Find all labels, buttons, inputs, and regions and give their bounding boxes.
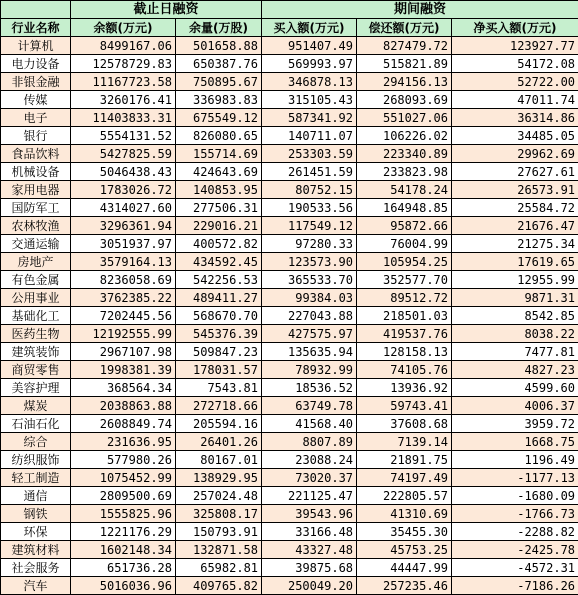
net-buy-cell: -1177.13 (452, 469, 578, 487)
buy-amount-cell: 63749.78 (262, 397, 357, 415)
table-body (1, 37, 578, 595)
header-columns-row (1, 19, 578, 37)
industry-name-cell: 社会服务 (1, 559, 71, 577)
balance-cell: 1602148.34 (71, 541, 176, 559)
buy-amount-cell: 73020.37 (262, 469, 357, 487)
table-row (1, 109, 578, 127)
volume-cell: 826080.65 (176, 127, 262, 145)
industry-name-cell: 商贸零售 (1, 361, 71, 379)
column-header-net-buy: 净买入额(万元) (452, 19, 578, 37)
table-row (1, 469, 578, 487)
industry-name-cell: 轻工制造 (1, 469, 71, 487)
balance-cell: 1998381.39 (71, 361, 176, 379)
balance-cell: 3051937.97 (71, 235, 176, 253)
volume-cell: 542256.53 (176, 271, 262, 289)
volume-cell: 178031.57 (176, 361, 262, 379)
buy-amount-cell: 140711.07 (262, 127, 357, 145)
balance-cell: 368564.34 (71, 379, 176, 397)
table-row (1, 253, 578, 271)
table-row (1, 505, 578, 523)
net-buy-cell: 123927.77 (452, 37, 578, 55)
table-row (1, 235, 578, 253)
volume-cell: 650387.76 (176, 55, 262, 73)
buy-amount-cell: 39543.96 (262, 505, 357, 523)
industry-name-cell: 农林牧渔 (1, 217, 71, 235)
repay-amount-cell: 352577.70 (357, 271, 452, 289)
repay-amount-cell: 105954.25 (357, 253, 452, 271)
balance-cell: 1555825.96 (71, 505, 176, 523)
repay-amount-cell: 44447.99 (357, 559, 452, 577)
volume-cell: 409765.82 (176, 577, 262, 595)
volume-cell: 545376.39 (176, 325, 262, 343)
buy-amount-cell: 315105.43 (262, 91, 357, 109)
column-header-repay: 偿还额(万元) (357, 19, 452, 37)
industry-name-cell: 电子 (1, 109, 71, 127)
buy-amount-cell: 227043.88 (262, 307, 357, 325)
table-row (1, 217, 578, 235)
net-buy-cell: -2288.82 (452, 523, 578, 541)
table-row (1, 433, 578, 451)
volume-cell: 424643.69 (176, 163, 262, 181)
net-buy-cell: 9871.31 (452, 289, 578, 307)
balance-cell: 2967107.98 (71, 343, 176, 361)
industry-name-cell: 传媒 (1, 91, 71, 109)
balance-cell: 1783026.72 (71, 181, 176, 199)
repay-amount-cell: 827479.72 (357, 37, 452, 55)
balance-cell: 5427825.59 (71, 145, 176, 163)
net-buy-cell: 52722.00 (452, 73, 578, 91)
balance-cell: 8236058.69 (71, 271, 176, 289)
column-header-industry: 行业名称 (1, 19, 71, 37)
balance-cell: 3296361.94 (71, 217, 176, 235)
net-buy-cell: 29962.69 (452, 145, 578, 163)
buy-amount-cell: 951407.49 (262, 37, 357, 55)
repay-amount-cell: 106226.02 (357, 127, 452, 145)
balance-cell: 3260176.41 (71, 91, 176, 109)
industry-name-cell: 国防军工 (1, 199, 71, 217)
buy-amount-cell: 80752.15 (262, 181, 357, 199)
buy-amount-cell: 569993.97 (262, 55, 357, 73)
repay-amount-cell: 294156.13 (357, 73, 452, 91)
net-buy-cell: 34485.05 (452, 127, 578, 145)
industry-name-cell: 房地产 (1, 253, 71, 271)
volume-cell: 155714.69 (176, 145, 262, 163)
net-buy-cell: -7186.26 (452, 577, 578, 595)
volume-cell: 26401.26 (176, 433, 262, 451)
balance-cell: 2038863.88 (71, 397, 176, 415)
industry-name-cell: 食品饮料 (1, 145, 71, 163)
buy-amount-cell: 123573.90 (262, 253, 357, 271)
repay-amount-cell: 76004.99 (357, 235, 452, 253)
volume-cell: 501658.88 (176, 37, 262, 55)
balance-cell: 3762385.22 (71, 289, 176, 307)
buy-amount-cell: 253303.59 (262, 145, 357, 163)
repay-amount-cell: 268093.69 (357, 91, 452, 109)
industry-name-cell: 煤炭 (1, 397, 71, 415)
volume-cell: 568670.70 (176, 307, 262, 325)
buy-amount-cell: 221125.47 (262, 487, 357, 505)
net-buy-cell: 3959.72 (452, 415, 578, 433)
balance-cell: 577980.26 (71, 451, 176, 469)
volume-cell: 257024.48 (176, 487, 262, 505)
repay-amount-cell: 233823.98 (357, 163, 452, 181)
volume-cell: 750895.67 (176, 73, 262, 91)
table-row (1, 397, 578, 415)
volume-cell: 65982.81 (176, 559, 262, 577)
net-buy-cell: -2425.78 (452, 541, 578, 559)
industry-name-cell: 医药生物 (1, 325, 71, 343)
table-row (1, 343, 578, 361)
industry-name-cell: 公用事业 (1, 289, 71, 307)
volume-cell: 205594.16 (176, 415, 262, 433)
repay-amount-cell: 89512.72 (357, 289, 452, 307)
repay-amount-cell: 59743.41 (357, 397, 452, 415)
net-buy-cell: 7477.81 (452, 343, 578, 361)
buy-amount-cell: 261451.59 (262, 163, 357, 181)
balance-cell: 1221176.29 (71, 523, 176, 541)
repay-amount-cell: 218501.03 (357, 307, 452, 325)
table-row (1, 127, 578, 145)
buy-amount-cell: 41568.40 (262, 415, 357, 433)
balance-cell: 5016036.96 (71, 577, 176, 595)
column-header-buy: 买入额(万元) (262, 19, 357, 37)
table-row (1, 577, 578, 595)
volume-cell: 80167.01 (176, 451, 262, 469)
net-buy-cell: 12955.99 (452, 271, 578, 289)
repay-amount-cell: 54178.24 (357, 181, 452, 199)
volume-cell: 277506.31 (176, 199, 262, 217)
industry-name-cell: 非银金融 (1, 73, 71, 91)
buy-amount-cell: 250049.20 (262, 577, 357, 595)
industry-name-cell: 环保 (1, 523, 71, 541)
volume-cell: 138929.95 (176, 469, 262, 487)
industry-name-cell: 电力设备 (1, 55, 71, 73)
volume-cell: 229016.21 (176, 217, 262, 235)
net-buy-cell: 1668.75 (452, 433, 578, 451)
table-row (1, 487, 578, 505)
table-row (1, 145, 578, 163)
balance-cell: 1075452.99 (71, 469, 176, 487)
buy-amount-cell: 135635.94 (262, 343, 357, 361)
table-row (1, 199, 578, 217)
buy-amount-cell: 18536.52 (262, 379, 357, 397)
table-row (1, 379, 578, 397)
net-buy-cell: 54172.08 (452, 55, 578, 73)
repay-amount-cell: 551027.06 (357, 109, 452, 127)
net-buy-cell: 8542.85 (452, 307, 578, 325)
table-row (1, 91, 578, 109)
balance-cell: 651736.28 (71, 559, 176, 577)
balance-cell: 12578729.83 (71, 55, 176, 73)
balance-cell: 3579164.13 (71, 253, 176, 271)
net-buy-cell: 25584.72 (452, 199, 578, 217)
net-buy-cell: -4572.31 (452, 559, 578, 577)
net-buy-cell: 26573.91 (452, 181, 578, 199)
table-row (1, 361, 578, 379)
table-row (1, 163, 578, 181)
repay-amount-cell: 515821.89 (357, 55, 452, 73)
table-row (1, 415, 578, 433)
buy-amount-cell: 39875.68 (262, 559, 357, 577)
industry-name-cell: 美容护理 (1, 379, 71, 397)
repay-amount-cell: 74197.49 (357, 469, 452, 487)
industry-name-cell: 建筑材料 (1, 541, 71, 559)
balance-cell: 4314027.60 (71, 199, 176, 217)
balance-cell: 231636.95 (71, 433, 176, 451)
table-row (1, 541, 578, 559)
volume-cell: 675549.12 (176, 109, 262, 127)
volume-cell: 272718.66 (176, 397, 262, 415)
balance-cell: 7202445.56 (71, 307, 176, 325)
industry-name-cell: 交通运输 (1, 235, 71, 253)
table-row (1, 271, 578, 289)
balance-cell: 11167723.58 (71, 73, 176, 91)
net-buy-cell: 27627.61 (452, 163, 578, 181)
table-row (1, 325, 578, 343)
header-corner (1, 1, 71, 19)
industry-name-cell: 石油石化 (1, 415, 71, 433)
column-header-volume: 余量(万股) (176, 19, 262, 37)
repay-amount-cell: 35455.30 (357, 523, 452, 541)
table-header (1, 1, 578, 37)
industry-name-cell: 机械设备 (1, 163, 71, 181)
volume-cell: 325808.17 (176, 505, 262, 523)
column-header-balance: 余额(万元) (71, 19, 176, 37)
table-row (1, 73, 578, 91)
volume-cell: 509847.23 (176, 343, 262, 361)
net-buy-cell: 8038.22 (452, 325, 578, 343)
header-group-period: 期间融资 (262, 1, 578, 19)
repay-amount-cell: 95872.66 (357, 217, 452, 235)
buy-amount-cell: 587341.92 (262, 109, 357, 127)
industry-name-cell: 基础化工 (1, 307, 71, 325)
buy-amount-cell: 190533.56 (262, 199, 357, 217)
table-row (1, 37, 578, 55)
balance-cell: 12192555.99 (71, 325, 176, 343)
repay-amount-cell: 128158.13 (357, 343, 452, 361)
table-row (1, 289, 578, 307)
repay-amount-cell: 257235.46 (357, 577, 452, 595)
balance-cell: 8499167.06 (71, 37, 176, 55)
repay-amount-cell: 37608.68 (357, 415, 452, 433)
volume-cell: 336983.83 (176, 91, 262, 109)
buy-amount-cell: 8807.89 (262, 433, 357, 451)
industry-name-cell: 建筑装饰 (1, 343, 71, 361)
net-buy-cell: 4827.23 (452, 361, 578, 379)
repay-amount-cell: 222805.57 (357, 487, 452, 505)
net-buy-cell: 4006.37 (452, 397, 578, 415)
industry-name-cell: 汽车 (1, 577, 71, 595)
volume-cell: 489411.27 (176, 289, 262, 307)
buy-amount-cell: 78932.99 (262, 361, 357, 379)
volume-cell: 400572.82 (176, 235, 262, 253)
table-row (1, 55, 578, 73)
header-group-closing-date: 截止日融资 (71, 1, 262, 19)
balance-cell: 5046438.43 (71, 163, 176, 181)
repay-amount-cell: 7139.14 (357, 433, 452, 451)
industry-name-cell: 综合 (1, 433, 71, 451)
table-row (1, 523, 578, 541)
net-buy-cell: 47011.74 (452, 91, 578, 109)
buy-amount-cell: 99384.03 (262, 289, 357, 307)
table-row (1, 559, 578, 577)
buy-amount-cell: 117549.12 (262, 217, 357, 235)
repay-amount-cell: 223340.89 (357, 145, 452, 163)
repay-amount-cell: 41310.69 (357, 505, 452, 523)
repay-amount-cell: 419537.76 (357, 325, 452, 343)
buy-amount-cell: 33166.48 (262, 523, 357, 541)
buy-amount-cell: 427575.97 (262, 325, 357, 343)
volume-cell: 140853.95 (176, 181, 262, 199)
repay-amount-cell: 21891.75 (357, 451, 452, 469)
repay-amount-cell: 13936.92 (357, 379, 452, 397)
net-buy-cell: 36314.86 (452, 109, 578, 127)
industry-name-cell: 钢铁 (1, 505, 71, 523)
balance-cell: 11403833.31 (71, 109, 176, 127)
industry-name-cell: 纺织服饰 (1, 451, 71, 469)
buy-amount-cell: 43327.48 (262, 541, 357, 559)
net-buy-cell: 1196.49 (452, 451, 578, 469)
repay-amount-cell: 74105.76 (357, 361, 452, 379)
net-buy-cell: -1680.09 (452, 487, 578, 505)
industry-name-cell: 计算机 (1, 37, 71, 55)
volume-cell: 150793.91 (176, 523, 262, 541)
industry-name-cell: 有色金属 (1, 271, 71, 289)
net-buy-cell: 4599.60 (452, 379, 578, 397)
net-buy-cell: 21275.34 (452, 235, 578, 253)
table-row (1, 307, 578, 325)
net-buy-cell: 17619.65 (452, 253, 578, 271)
industry-name-cell: 通信 (1, 487, 71, 505)
net-buy-cell: 21676.47 (452, 217, 578, 235)
repay-amount-cell: 45753.25 (357, 541, 452, 559)
table-row (1, 451, 578, 469)
volume-cell: 132871.58 (176, 541, 262, 559)
repay-amount-cell: 164948.85 (357, 199, 452, 217)
volume-cell: 434592.45 (176, 253, 262, 271)
volume-cell: 7543.81 (176, 379, 262, 397)
balance-cell: 2809500.69 (71, 487, 176, 505)
table-row (1, 181, 578, 199)
balance-cell: 5554131.52 (71, 127, 176, 145)
buy-amount-cell: 23088.24 (262, 451, 357, 469)
buy-amount-cell: 346878.13 (262, 73, 357, 91)
net-buy-cell: -1766.73 (452, 505, 578, 523)
buy-amount-cell: 97280.33 (262, 235, 357, 253)
header-group-row (1, 1, 578, 19)
buy-amount-cell: 365533.70 (262, 271, 357, 289)
industry-name-cell: 银行 (1, 127, 71, 145)
industry-name-cell: 家用电器 (1, 181, 71, 199)
balance-cell: 2608849.74 (71, 415, 176, 433)
